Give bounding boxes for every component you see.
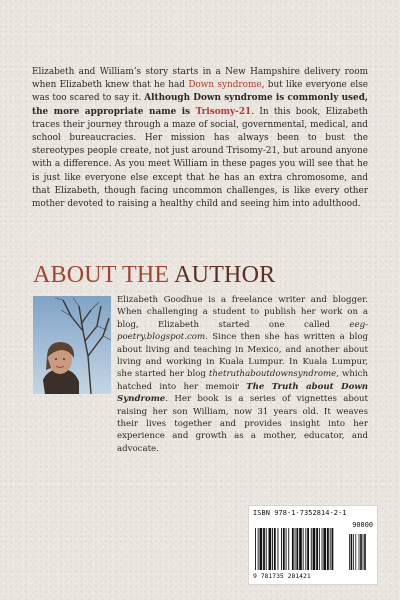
barcode-bar — [260, 528, 263, 570]
bio-text-1: Elizabeth Goodhue is a freelance writer and blogger. When challenging a student to publish her work on a blog, Elizabeth started one called — [117, 295, 368, 330]
addon-barcode-bar — [364, 534, 366, 570]
barcode-bar — [278, 528, 279, 570]
blurb-highlight-down-syndrome: Down syndrome — [188, 80, 262, 91]
barcode-bar — [311, 528, 312, 570]
blurb-highlight-trisomy: Trisomy-21 — [195, 106, 252, 117]
addon-barcode-bar — [355, 534, 356, 570]
barcode-image — [253, 528, 373, 570]
barcode-bar — [288, 528, 289, 570]
bio-text-3: , which hatched into her memoir — [117, 369, 369, 392]
blurb-text-1: Elizabeth and William’s story starts in a New Hampshire delivery room when Elizabeth knew that he had — [32, 67, 368, 91]
isbn-number: ISBN 978-1-7352814-2-1 — [253, 509, 347, 517]
barcode-bar — [322, 528, 323, 570]
about-heading-part2: AUTHOR — [174, 262, 276, 288]
barcode-bar — [327, 528, 329, 570]
addon-barcode-bar — [353, 534, 354, 570]
barcode-bar — [258, 528, 259, 570]
barcode-bar — [295, 528, 296, 570]
barcode-bar — [316, 528, 318, 570]
barcode-bar — [332, 528, 334, 570]
barcode-bar — [286, 528, 287, 570]
addon-barcode-bar — [363, 534, 364, 570]
blurb-text-2: , but like everyone else was too scared to say it. — [32, 80, 369, 104]
barcode-bar — [303, 528, 304, 570]
barcode-bar — [272, 528, 273, 570]
price-code: 90000 — [352, 521, 373, 529]
bio-text-2: . Since then she has written a blog about living and teaching in Mexico, and another about living and working in Kuala Lumpur. In Kuala Lumpur, she started her blog — [117, 332, 368, 380]
barcode-bar — [274, 528, 276, 570]
barcode-bar — [307, 528, 309, 570]
barcode-bar — [305, 528, 306, 570]
barcode-bar — [313, 528, 316, 570]
blurb-bold-statement: Although Down syndrome is commonly used, the more appropriate name is — [32, 93, 368, 117]
barcode-bar — [266, 528, 267, 570]
author-photo — [33, 296, 111, 394]
addon-barcode-bar — [351, 534, 353, 570]
author-bio — [117, 294, 368, 455]
barcode-digits: 9 781735 281421 — [253, 572, 311, 580]
blurb-text-3: . In this book, Elizabeth traces their journey through a maze of social, governmental, medical, and school bureaucracies. Her mission has always been to bust the stereotypes people create, not just around Trisomy-21, but around anyone with a difference. As you meet William in these pages you will see that he is just like everyone else except that he has an extra chromosome, and that Elizabeth, though facing uncommon challenges, is like every other mother devoted to raising a healthy child and seeing him into adulthood. — [32, 106, 368, 210]
author-photo-image — [33, 296, 111, 394]
bio-book-title: The Truth about Down Syndrome — [117, 381, 368, 405]
about-heading-part1: ABOUT THE — [33, 262, 175, 288]
barcode-bar — [263, 528, 265, 570]
isbn-barcode-box — [248, 505, 378, 585]
addon-barcode-bar — [360, 534, 362, 570]
back-cover-blurb — [32, 66, 368, 211]
bio-blog-2: thetruthaboutdownsyndrome — [208, 369, 337, 380]
barcode-bar — [292, 528, 294, 570]
barcode-bar — [319, 528, 320, 570]
bio-text-4: . Her book is a series of vignettes about raising her son William, now 31 years old. It weaves their lives together and provides insight into her experience and growth as a mother, educator, and advocate. — [117, 394, 368, 454]
barcode-bar — [323, 528, 326, 570]
barcode-bar — [281, 528, 282, 570]
addon-barcode-bar — [359, 534, 360, 570]
bio-blog-1: eeg-poetry.blogspot.com — [117, 319, 368, 343]
barcode-bar — [299, 528, 302, 570]
barcode-bar — [255, 528, 256, 570]
barcode-bar — [283, 528, 285, 570]
barcode-bar — [296, 528, 298, 570]
addon-barcode-bar — [349, 534, 350, 570]
barcode-bar — [269, 528, 272, 570]
about-the-author-heading — [33, 262, 373, 289]
barcode-bar — [330, 528, 331, 570]
